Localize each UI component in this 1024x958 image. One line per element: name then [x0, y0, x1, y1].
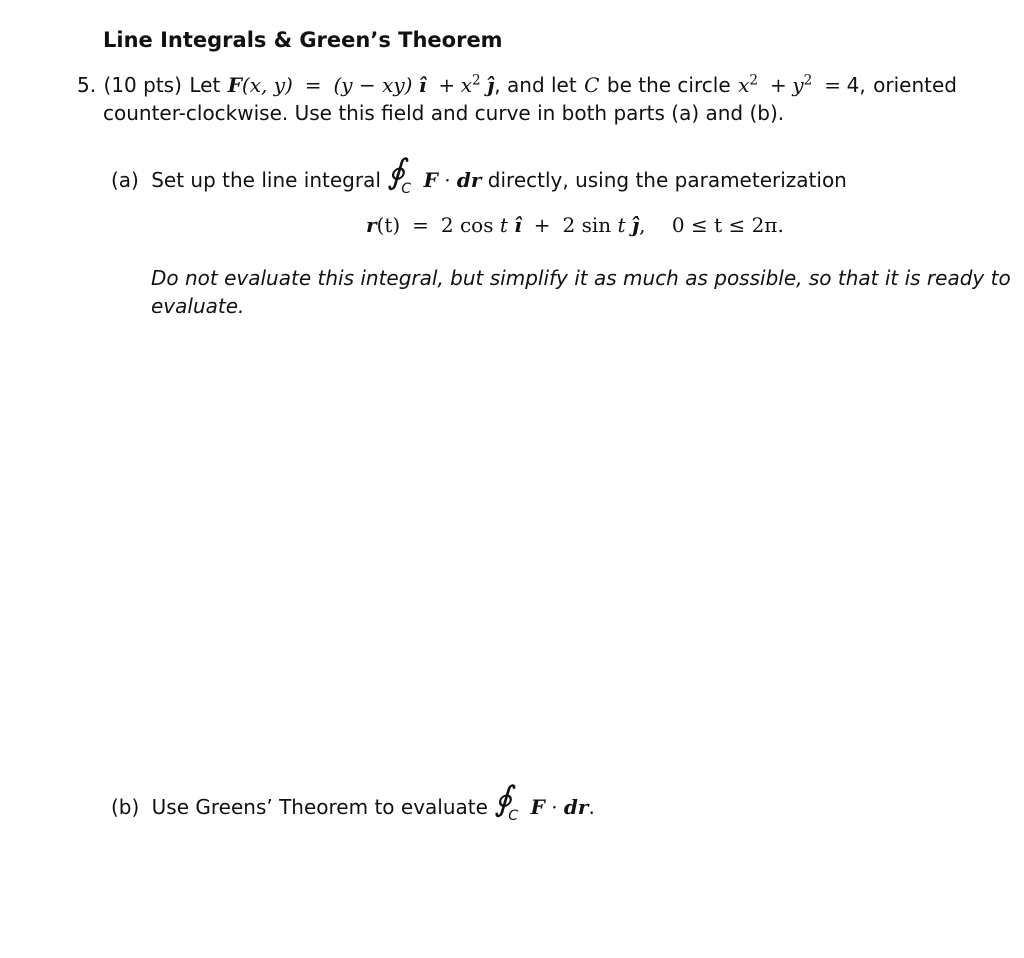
oint-glyph: ∮: [387, 152, 405, 192]
oint-subscript-b: C: [508, 808, 519, 824]
field-symbol-a: F: [423, 168, 438, 192]
be-circle-text: be the circle: [606, 73, 731, 97]
field-args: (x, y): [241, 73, 293, 97]
plus-sign-2: +: [769, 73, 787, 97]
equals-sign: =: [304, 73, 322, 97]
param-j-hat: ĵ: [631, 213, 640, 237]
param-plus: +: [533, 213, 551, 237]
dot-operator-a: ·: [444, 168, 451, 192]
differential-a: dr: [456, 168, 482, 192]
oint-glyph-b: ∮: [494, 779, 512, 819]
part-b-label: (b): [111, 795, 140, 819]
differential-b: dr: [563, 795, 589, 819]
y-variable: y: [792, 73, 804, 97]
contour-integral-symbol-b: [494, 779, 524, 828]
cos-term: 2 cos: [440, 213, 494, 237]
exponent: 2: [472, 72, 481, 89]
problem-points: (10 pts): [103, 73, 182, 97]
t-var-1: t: [499, 213, 508, 237]
part-b-period: .: [588, 795, 595, 819]
circle-equation: [738, 73, 866, 97]
plus-sign: +: [438, 73, 456, 97]
part-b-text: Use Greens’ Theorem to evaluate: [151, 795, 488, 819]
curve-symbol: C: [584, 73, 600, 97]
part-a-text-before: Set up the line integral: [151, 168, 381, 192]
j-hat: ĵ: [487, 73, 495, 97]
part-a-instruction-line-2: evaluate.: [151, 294, 245, 318]
part-a-instruction-line-1: Do not evaluate this integral, but simplify it as much as possible, so that it is ready to: [151, 266, 1011, 290]
oriented-word: oriented: [873, 73, 957, 97]
t-argument: (t): [376, 213, 401, 237]
j-component-base: x: [460, 73, 473, 97]
part-a-label: (a): [111, 168, 139, 192]
t-range: 0 ≤ t ≤ 2π.: [671, 213, 784, 237]
parameterization-equation: [366, 213, 784, 237]
param-comma: ,: [639, 213, 646, 237]
part-b-prompt: [111, 779, 595, 828]
and-let-text: , and let: [494, 73, 577, 97]
contour-integral-symbol: [387, 152, 417, 201]
equals-sign-2: =: [824, 73, 841, 97]
part-a-text-after: directly, using the parameterization: [487, 168, 847, 192]
x-variable: x: [738, 73, 750, 97]
param-i-hat: î: [514, 213, 522, 237]
i-component: (y − xy): [333, 73, 413, 97]
sin-term: 2 sin: [562, 213, 612, 237]
vector-field-definition: [228, 73, 577, 97]
problem-statement-line-1: [77, 73, 957, 97]
problem-number: 5.: [77, 73, 97, 97]
dot-operator-b: ·: [551, 795, 558, 819]
oint-subscript: C: [401, 181, 412, 197]
section-heading: Line Integrals & Green’s Theorem: [103, 28, 503, 52]
field-symbol-b: F: [530, 795, 545, 819]
x-exponent: 2: [749, 72, 758, 89]
part-a-prompt: [111, 152, 847, 201]
r-symbol: r: [366, 213, 377, 237]
field-symbol: F: [227, 73, 242, 97]
t-var-2: t: [617, 213, 626, 237]
problem-statement-line-2: counter-clockwise. Use this field and curve in both parts (a) and (b).: [103, 101, 785, 125]
param-equals: =: [412, 213, 429, 237]
i-hat: î: [418, 73, 427, 97]
radius-squared: 4,: [846, 73, 866, 97]
let-word: Let: [189, 73, 221, 97]
y-exponent: 2: [803, 72, 813, 89]
